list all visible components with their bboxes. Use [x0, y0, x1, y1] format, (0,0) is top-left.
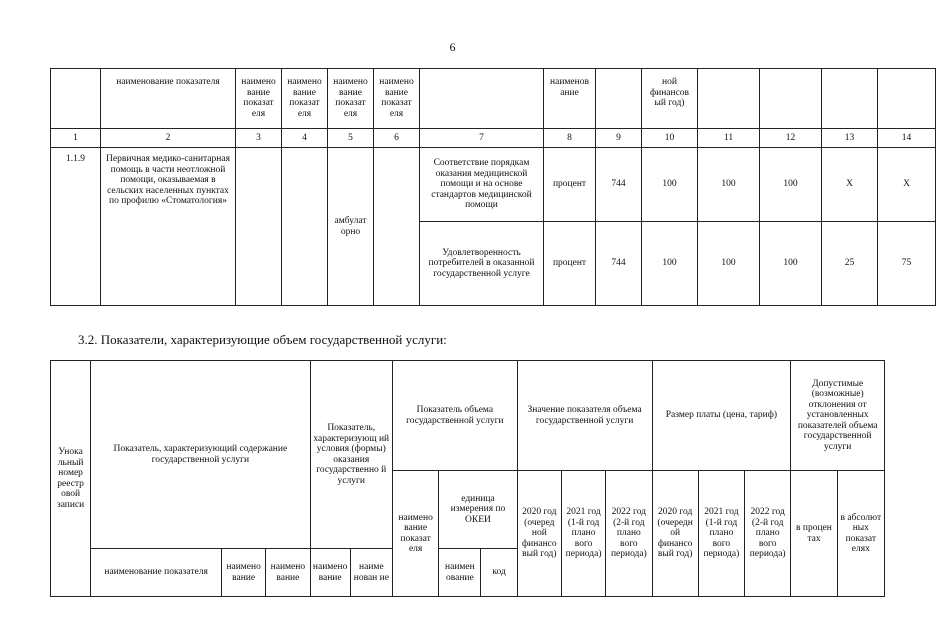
- okei-code: 744: [596, 148, 642, 222]
- column-number: 14: [878, 129, 936, 148]
- volume-value-header: Значение показателя объема государственной услуги: [517, 361, 652, 471]
- quality-indicators-table: [50, 68, 936, 306]
- column-number: 8: [544, 129, 596, 148]
- deviation-percent-header: в процен тах: [791, 471, 837, 597]
- unique-record-number-header: Унока льный номер реестр овой записи: [51, 361, 91, 597]
- header-name: наименов ание: [544, 69, 596, 129]
- header-indicator-name: наименование показателя: [101, 69, 236, 129]
- column-number: 5: [328, 129, 374, 148]
- price-header: Размер платы (цена, тариф): [652, 361, 791, 471]
- price-year-header: 2020 год (очередн ой финансо вый год): [652, 471, 698, 597]
- price-year-header: 2021 год (1-й год плано вого периода): [698, 471, 744, 597]
- header-indicator-name: наимено вание показат еля: [328, 69, 374, 129]
- column-number: 7: [420, 129, 544, 148]
- indicator-name: Соответствие порядкам оказания медицинской помощи и на основе стандартов медицинской помощи: [420, 148, 544, 222]
- column-number: 1: [51, 129, 101, 148]
- volume-indicator-name-header: наимено вание показат еля: [392, 471, 438, 597]
- deviation-percent: 25: [822, 222, 878, 306]
- column-numbers-row: [51, 129, 936, 148]
- deviation-absolute-header: в абсолют ных показат елях: [837, 471, 884, 597]
- value-year-1: 100: [642, 148, 698, 222]
- header-indicator-name: наимено вание показат еля: [374, 69, 420, 129]
- value-year-2: 100: [698, 222, 760, 306]
- header-indicator-name: наимено вание показат еля: [236, 69, 282, 129]
- volume-indicators-table: [50, 360, 885, 597]
- name-header: наиме нован ие: [350, 549, 392, 597]
- conditions-indicator-header: Показатель, характеризующ ий условия (формы) оказания государственно й услуги: [310, 361, 392, 549]
- price-year-header: 2022 год (2-й год плано вого периода): [745, 471, 791, 597]
- deviation-header: Допустимые (возможные) отклонения от установленных показателей объема государственной услуги: [791, 361, 885, 471]
- column-number: 13: [822, 129, 878, 148]
- unit-okei-header: единица измерения по ОКЕИ: [439, 471, 517, 549]
- value-year-header: 2020 год (очеред ной финансо вый год): [517, 471, 561, 597]
- page-number: 6: [449, 40, 456, 54]
- table-header-row: [51, 69, 936, 129]
- table-row: [51, 148, 936, 222]
- column-number: 6: [374, 129, 420, 148]
- value-year-3: 100: [760, 222, 822, 306]
- name-header: наимено вание: [310, 549, 350, 597]
- column-number: 4: [282, 129, 328, 148]
- column-number: 11: [698, 129, 760, 148]
- okei-code: 744: [596, 222, 642, 306]
- content-indicator-header: Показатель, характеризующий содержание государственной услуги: [91, 361, 310, 549]
- service-name: Первичная медико-санитарная помощь в части неотложной помощи, оказываемая в сельских населенных пунктах по профилю «Стоматология»: [101, 148, 236, 306]
- unit-name-header: наимен ование: [439, 549, 481, 597]
- unit: процент: [544, 222, 596, 306]
- table-header-row: [51, 361, 885, 471]
- name-header: наимено вание: [266, 549, 310, 597]
- unit-code-header: код: [481, 549, 517, 597]
- column-number: 10: [642, 129, 698, 148]
- column-number: 2: [101, 129, 236, 148]
- column-number: 9: [596, 129, 642, 148]
- unit: процент: [544, 148, 596, 222]
- deviation-absolute: Х: [878, 148, 936, 222]
- header-fin-year: ной финансов ый год): [642, 69, 698, 129]
- value-year-3: 100: [760, 148, 822, 222]
- value-year-header: 2022 год (2-й год плано вого периода): [606, 471, 652, 597]
- value-year-1: 100: [642, 222, 698, 306]
- section-title: 3.2. Показатели, характеризующие объем государственной услуги:: [78, 332, 447, 347]
- value-year-header: 2021 год (1-й год плано вого периода): [561, 471, 605, 597]
- value-year-2: 100: [698, 148, 760, 222]
- name-header: наимено вание: [222, 549, 266, 597]
- header-indicator-name: наимено вание показат еля: [282, 69, 328, 129]
- indicator-name-header: наименование показателя: [91, 549, 222, 597]
- column-number: 12: [760, 129, 822, 148]
- column-number: 3: [236, 129, 282, 148]
- row-code: 1.1.9: [51, 148, 101, 306]
- deviation-percent: Х: [822, 148, 878, 222]
- deviation-absolute: 75: [878, 222, 936, 306]
- indicator-name: Удовлетворенность потребителей в оказанной государственной услуге: [420, 222, 544, 306]
- service-condition: амбулат орно: [328, 148, 374, 306]
- volume-indicator-header: Показатель объема государственной услуги: [392, 361, 517, 471]
